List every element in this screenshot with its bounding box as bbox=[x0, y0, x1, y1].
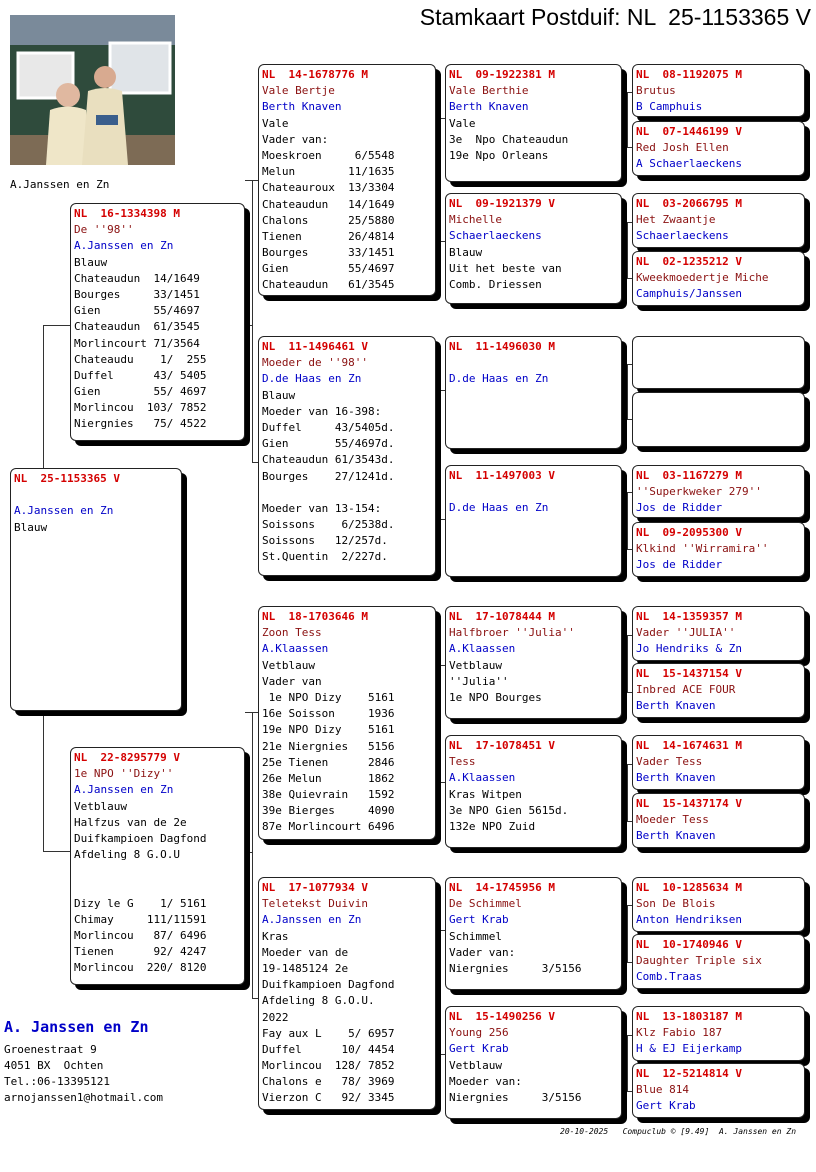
info-line: Vetblauw bbox=[74, 799, 127, 813]
info-line: Bourges 27/1241d. bbox=[262, 469, 395, 483]
page-title: Stamkaart Postduif: NL 25-1153365 V bbox=[419, 4, 811, 30]
breeder-name: Gert Krab bbox=[636, 1099, 696, 1113]
info-line: 2022 bbox=[262, 1010, 289, 1024]
breeder-name: A.Klaassen bbox=[262, 642, 329, 656]
pigeon-name: Vale Bertje bbox=[262, 84, 335, 98]
pedigree-card-gen3 bbox=[445, 64, 622, 182]
pigeon-name: Vader Tess bbox=[636, 755, 703, 769]
pigeon-name: Michelle bbox=[449, 213, 502, 227]
ring-number: NL 11-1496461 V bbox=[262, 340, 368, 353]
ring-number: NL 11-1496030 M bbox=[449, 340, 555, 353]
breeder-name: Jos de Ridder bbox=[636, 558, 723, 572]
info-line: Blauw bbox=[262, 388, 296, 402]
contact-name: A. Janssen en Zn bbox=[4, 1018, 149, 1036]
info-line: Niergnies 75/ 4522 bbox=[74, 417, 207, 431]
ring-number: NL 17-1077934 V bbox=[262, 881, 368, 894]
info-line: Morlincou 128/ 7852 bbox=[262, 1059, 395, 1073]
info-line: 87e Morlincourt 6496 bbox=[262, 820, 395, 834]
blank-line bbox=[449, 355, 618, 371]
pedigree-card-gen4 bbox=[632, 522, 805, 577]
breeder-name: Jos de Ridder bbox=[636, 501, 723, 515]
pedigree-card-gen3 bbox=[445, 336, 622, 449]
info-line: Soissons 6/2538d. bbox=[262, 518, 395, 532]
breeder-name: A.Janssen en Zn bbox=[262, 913, 362, 927]
ring-number: NL 08-1192075 M bbox=[636, 68, 742, 81]
contact-email[interactable]: arnojanssen1@hotmail.com bbox=[4, 1091, 163, 1104]
info-line: Melun 11/1635 bbox=[262, 165, 395, 179]
contact-block bbox=[4, 1018, 163, 1106]
breeder-name: D.de Haas en Zn bbox=[262, 372, 362, 386]
info-line: Dizy le G 1/ 5161 bbox=[74, 896, 207, 910]
pigeon-name: ''Superkweker 279'' bbox=[636, 485, 762, 499]
pigeon-name: Vale Berthie bbox=[449, 84, 529, 98]
info-line: Morlincourt 71/3564 bbox=[74, 336, 200, 350]
info-line: Afdeling 8 G.O.U bbox=[74, 848, 180, 862]
blank-line bbox=[74, 880, 241, 896]
info-line: Duffel 43/ 5405 bbox=[74, 368, 207, 382]
info-line: Chateaudun 61/3543d. bbox=[262, 453, 395, 467]
info-line: Gien 55/4697 bbox=[262, 262, 395, 276]
breeder-name: A.Klaassen bbox=[449, 771, 516, 785]
info-line: 21e Niergnies 5156 bbox=[262, 739, 395, 753]
pigeon-name: Red Josh Ellen bbox=[636, 141, 729, 155]
pedigree-card-gen3 bbox=[445, 735, 622, 848]
info-line: Morlincou 220/ 8120 bbox=[74, 961, 207, 975]
info-line: 132e NPO Zuid bbox=[449, 819, 536, 833]
breeder-name: Berth Knaven bbox=[636, 771, 716, 785]
pedigree-card-sire bbox=[70, 203, 245, 441]
pigeon-name: Moeder Tess bbox=[636, 813, 709, 827]
ring-number: NL 12-5214814 V bbox=[636, 1067, 742, 1080]
pigeon-name: Zoon Tess bbox=[262, 626, 322, 640]
info-line: Kras Witpen bbox=[449, 787, 522, 801]
info-line: Vierzon C 92/ 3345 bbox=[262, 1091, 395, 1105]
pedigree-card-gen2 bbox=[258, 877, 436, 1110]
pigeon-name: Klz Fabio 187 bbox=[636, 1026, 723, 1040]
ring-number: NL 13-1803187 M bbox=[636, 1010, 742, 1023]
breeder-name: H & EJ Eijerkamp bbox=[636, 1042, 742, 1056]
pigeon-name: 1e NPO ''Dizy'' bbox=[74, 767, 174, 781]
breeder-name: Camphuis/Janssen bbox=[636, 287, 742, 301]
pigeon-name: Teletekst Duivin bbox=[262, 897, 368, 911]
ring-number: NL 03-2066795 M bbox=[636, 197, 742, 210]
pedigree-card-gen4 bbox=[632, 1006, 805, 1061]
owner-caption: A.Janssen en Zn bbox=[10, 178, 110, 191]
info-line: Moeder van 13-154: bbox=[262, 501, 382, 515]
info-line: 19e NPO Dizy 5161 bbox=[262, 723, 395, 737]
breeder-name: A Schaerlaeckens bbox=[636, 157, 742, 171]
info-line: Morlincou 103/ 7852 bbox=[74, 401, 207, 415]
breeder-name: A.Klaassen bbox=[449, 642, 516, 656]
info-line: Duffel 43/5405d. bbox=[262, 420, 395, 434]
pigeon-name: Halfbroer ''Julia'' bbox=[449, 626, 575, 640]
info-line: Morlincou 87/ 6496 bbox=[74, 929, 207, 943]
pedigree-card-gen4 bbox=[632, 877, 805, 932]
pigeon-name: Kweekmoedertje Miche bbox=[636, 271, 769, 285]
pigeon-name: Inbred ACE FOUR bbox=[636, 683, 736, 697]
info-line: Moeder van 16-398: bbox=[262, 404, 382, 418]
info-line: Moeskroen 6/5548 bbox=[262, 148, 395, 162]
breeder-name: Berth Knaven bbox=[449, 100, 529, 114]
info-line: 3e NPO Gien 5615d. bbox=[449, 803, 569, 817]
pedigree-card-gen4 bbox=[632, 251, 805, 306]
pigeon-name: De ''98'' bbox=[74, 223, 134, 237]
pedigree-card-gen4 bbox=[632, 465, 805, 518]
pedigree-card-gen4 bbox=[632, 193, 805, 248]
info-line: ''Julia'' bbox=[449, 674, 509, 688]
connector-line bbox=[245, 852, 252, 853]
breeder-name: A.Janssen en Zn bbox=[14, 504, 114, 518]
info-line: Schimmel bbox=[449, 929, 502, 943]
ring-number: NL 09-1922381 M bbox=[449, 68, 555, 81]
breeder-name: D.de Haas en Zn bbox=[449, 501, 549, 515]
pigeon-name: Blue 814 bbox=[636, 1083, 689, 1097]
info-line: Vader van: bbox=[262, 132, 329, 146]
breeder-name: A.Janssen en Zn bbox=[74, 239, 174, 253]
info-line: Vale bbox=[262, 116, 289, 130]
ring-number: NL 14-1674631 M bbox=[636, 739, 742, 752]
info-line: 19-1485124 2e bbox=[262, 961, 349, 975]
info-line: Chateauroux 13/3304 bbox=[262, 181, 395, 195]
contact-street: Groenestraat 9 bbox=[4, 1043, 97, 1056]
ring-number: NL 11-1497003 V bbox=[449, 469, 555, 482]
blank-line bbox=[449, 484, 618, 500]
ring-number: NL 25-1153365 V bbox=[14, 472, 120, 485]
info-line: Chateaudun 61/3545 bbox=[74, 320, 200, 334]
info-line: Niergnies 3/5156 bbox=[449, 1090, 582, 1104]
info-line: Tienen 92/ 4247 bbox=[74, 945, 207, 959]
info-line: Bourges 33/1451 bbox=[262, 246, 395, 260]
pedigree-card-gen3 bbox=[445, 1006, 622, 1119]
owner-photo bbox=[10, 15, 175, 165]
pigeon-name: Brutus bbox=[636, 84, 676, 98]
info-line: Duffel 10/ 4454 bbox=[262, 1042, 395, 1056]
contact-city: 4051 BX Ochten bbox=[4, 1059, 104, 1072]
info-line: Chateaudun 14/1649 bbox=[262, 197, 395, 211]
pigeon-name: Tess bbox=[449, 755, 476, 769]
pedigree-card-gen2 bbox=[258, 606, 436, 840]
pedigree-card-gen2 bbox=[258, 64, 436, 296]
pigeon-name: Son De Blois bbox=[636, 897, 716, 911]
pedigree-card-gen4 bbox=[632, 606, 805, 661]
pedigree-card-gen3 bbox=[445, 606, 622, 719]
info-line: St.Quentin 2/227d. bbox=[262, 550, 388, 564]
ring-number: NL 10-1740946 V bbox=[636, 938, 742, 951]
ring-number: NL 07-1446199 V bbox=[636, 125, 742, 138]
pedigree-card-gen4 bbox=[632, 934, 805, 989]
breeder-name: Comb.Traas bbox=[636, 970, 703, 984]
info-line: Moeder van de bbox=[262, 945, 349, 959]
info-line: Chateaudun 14/1649 bbox=[74, 271, 200, 285]
info-line: Chateaudun 61/3545 bbox=[262, 278, 395, 292]
connector-line bbox=[43, 712, 71, 852]
ring-number: NL 14-1745956 M bbox=[449, 881, 555, 894]
info-line: Chalons 25/5880 bbox=[262, 213, 395, 227]
ring-number: NL 17-1078444 M bbox=[449, 610, 555, 623]
pigeon-name: Vader ''JULIA'' bbox=[636, 626, 736, 640]
info-line: 1e NPO Bourges bbox=[449, 690, 542, 704]
blank-line bbox=[14, 487, 178, 503]
info-line: 1e NPO Dizy 5161 bbox=[262, 690, 395, 704]
contact-phone: Tel.:06-13395121 bbox=[4, 1075, 110, 1088]
pigeon-name: Het Zwaantje bbox=[636, 213, 716, 227]
info-line: Afdeling 8 G.O.U. bbox=[262, 994, 375, 1008]
pedigree-card-dam bbox=[70, 747, 245, 985]
info-line: Blauw bbox=[14, 520, 48, 534]
info-line: Vader van bbox=[262, 674, 322, 688]
ring-number: NL 22-8295779 V bbox=[74, 751, 180, 764]
info-line: Chimay 111/11591 bbox=[74, 912, 207, 926]
pedigree-card-gen3 bbox=[445, 193, 622, 304]
pedigree-card-gen4 bbox=[632, 64, 805, 117]
info-line: Soissons 12/257d. bbox=[262, 534, 388, 548]
info-line: Uit het beste van bbox=[449, 261, 562, 275]
info-line: 19e Npo Orleans bbox=[449, 148, 549, 162]
breeder-name: Anton Hendriksen bbox=[636, 913, 742, 927]
pedigree-card-gen4 bbox=[632, 735, 805, 790]
breeder-name: Gert Krab bbox=[449, 913, 509, 927]
info-line: 3e Npo Chateaudun bbox=[449, 132, 569, 146]
info-line: Duifkampioen Dagfond bbox=[74, 831, 207, 845]
pedigree-card-gen4 bbox=[632, 336, 805, 389]
info-line: Bourges 33/1451 bbox=[74, 287, 200, 301]
breeder-name: A.Janssen en Zn bbox=[74, 783, 174, 797]
info-line: Gien 55/4697 bbox=[74, 304, 200, 318]
breeder-name: Gert Krab bbox=[449, 1042, 509, 1056]
ring-number: NL 10-1285634 M bbox=[636, 881, 742, 894]
info-line: Chalons e 78/ 3969 bbox=[262, 1075, 395, 1089]
info-line: 38e Quievrain 1592 bbox=[262, 788, 395, 802]
info-line: Vetblauw bbox=[449, 1058, 502, 1072]
info-line: Tienen 26/4814 bbox=[262, 229, 395, 243]
info-line: Moeder van: bbox=[449, 1074, 522, 1088]
pedigree-card-gen3 bbox=[445, 465, 622, 577]
blank-line bbox=[74, 863, 241, 879]
info-line: Vale bbox=[449, 116, 476, 130]
ring-number: NL 15-1490256 V bbox=[449, 1010, 555, 1023]
info-line: Vetblauw bbox=[449, 658, 502, 672]
info-line: Kras bbox=[262, 929, 289, 943]
info-line: Vader van: bbox=[449, 945, 516, 959]
pedigree-card-gen4 bbox=[632, 793, 805, 848]
info-line: Duifkampioen Dagfond bbox=[262, 978, 395, 992]
info-line: 16e Soisson 1936 bbox=[262, 707, 395, 721]
ring-number: NL 15-1437174 V bbox=[636, 797, 742, 810]
info-line: Halfzus van de 2e bbox=[74, 815, 187, 829]
info-line: 25e Tienen 2846 bbox=[262, 755, 395, 769]
breeder-name: Schaerlaeckens bbox=[449, 229, 542, 243]
pigeon-name: Daughter Triple six bbox=[636, 954, 762, 968]
info-line: Gien 55/4697d. bbox=[262, 437, 395, 451]
info-line: Vetblauw bbox=[262, 658, 315, 672]
footer-text: 20-10-2025 Compuclub © [9.49] A. Janssen en Zn bbox=[560, 1127, 797, 1136]
ring-number: NL 15-1437154 V bbox=[636, 667, 742, 680]
connector-line bbox=[245, 325, 252, 326]
ring-number: NL 09-2095300 V bbox=[636, 526, 742, 539]
pedigree-card-pigeon bbox=[10, 468, 182, 711]
info-line: Chateaudu 1/ 255 bbox=[74, 352, 207, 366]
pedigree-card-gen3 bbox=[445, 877, 622, 990]
breeder-name: Berth Knaven bbox=[636, 699, 716, 713]
ring-number: NL 03-1167279 M bbox=[636, 469, 742, 482]
info-line: 26e Melun 1862 bbox=[262, 771, 395, 785]
ring-number: NL 14-1359357 M bbox=[636, 610, 742, 623]
info-line: Comb. Driessen bbox=[449, 277, 542, 291]
pigeon-name: Moeder de ''98'' bbox=[262, 356, 368, 370]
ring-number: NL 17-1078451 V bbox=[449, 739, 555, 752]
breeder-name: Berth Knaven bbox=[262, 100, 342, 114]
pedigree-card-gen4 bbox=[632, 121, 805, 176]
info-line: Blauw bbox=[74, 255, 108, 269]
info-line: Blauw bbox=[449, 245, 483, 259]
breeder-name: B Camphuis bbox=[636, 100, 703, 114]
breeder-name: Jo Hendriks & Zn bbox=[636, 642, 742, 656]
pedigree-card-gen4 bbox=[632, 1063, 805, 1118]
breeder-name: Schaerlaeckens bbox=[636, 229, 729, 243]
pedigree-card-gen4 bbox=[632, 663, 805, 718]
connector-line bbox=[43, 325, 71, 470]
pigeon-name: Young 256 bbox=[449, 1026, 509, 1040]
info-line: Gien 55/ 4697 bbox=[74, 385, 207, 399]
pedigree-card-gen2 bbox=[258, 336, 436, 576]
blank-line bbox=[262, 485, 432, 501]
pigeon-name: De Schimmel bbox=[449, 897, 522, 911]
ring-number: NL 16-1334398 M bbox=[74, 207, 180, 220]
pedigree-card-gen4 bbox=[632, 392, 805, 447]
info-line: Niergnies 3/5156 bbox=[449, 961, 582, 975]
ring-number: NL 02-1235212 V bbox=[636, 255, 742, 268]
breeder-name: Berth Knaven bbox=[636, 829, 716, 843]
breeder-name: D.de Haas en Zn bbox=[449, 372, 549, 386]
ring-number: NL 18-1703646 M bbox=[262, 610, 368, 623]
pigeon-name: Klkind ''Wirramira'' bbox=[636, 542, 769, 556]
ring-number: NL 14-1678776 M bbox=[262, 68, 368, 81]
info-line: Fay aux L 5/ 6957 bbox=[262, 1026, 395, 1040]
ring-number: NL 09-1921379 V bbox=[449, 197, 555, 210]
info-line: 39e Bierges 4090 bbox=[262, 804, 395, 818]
